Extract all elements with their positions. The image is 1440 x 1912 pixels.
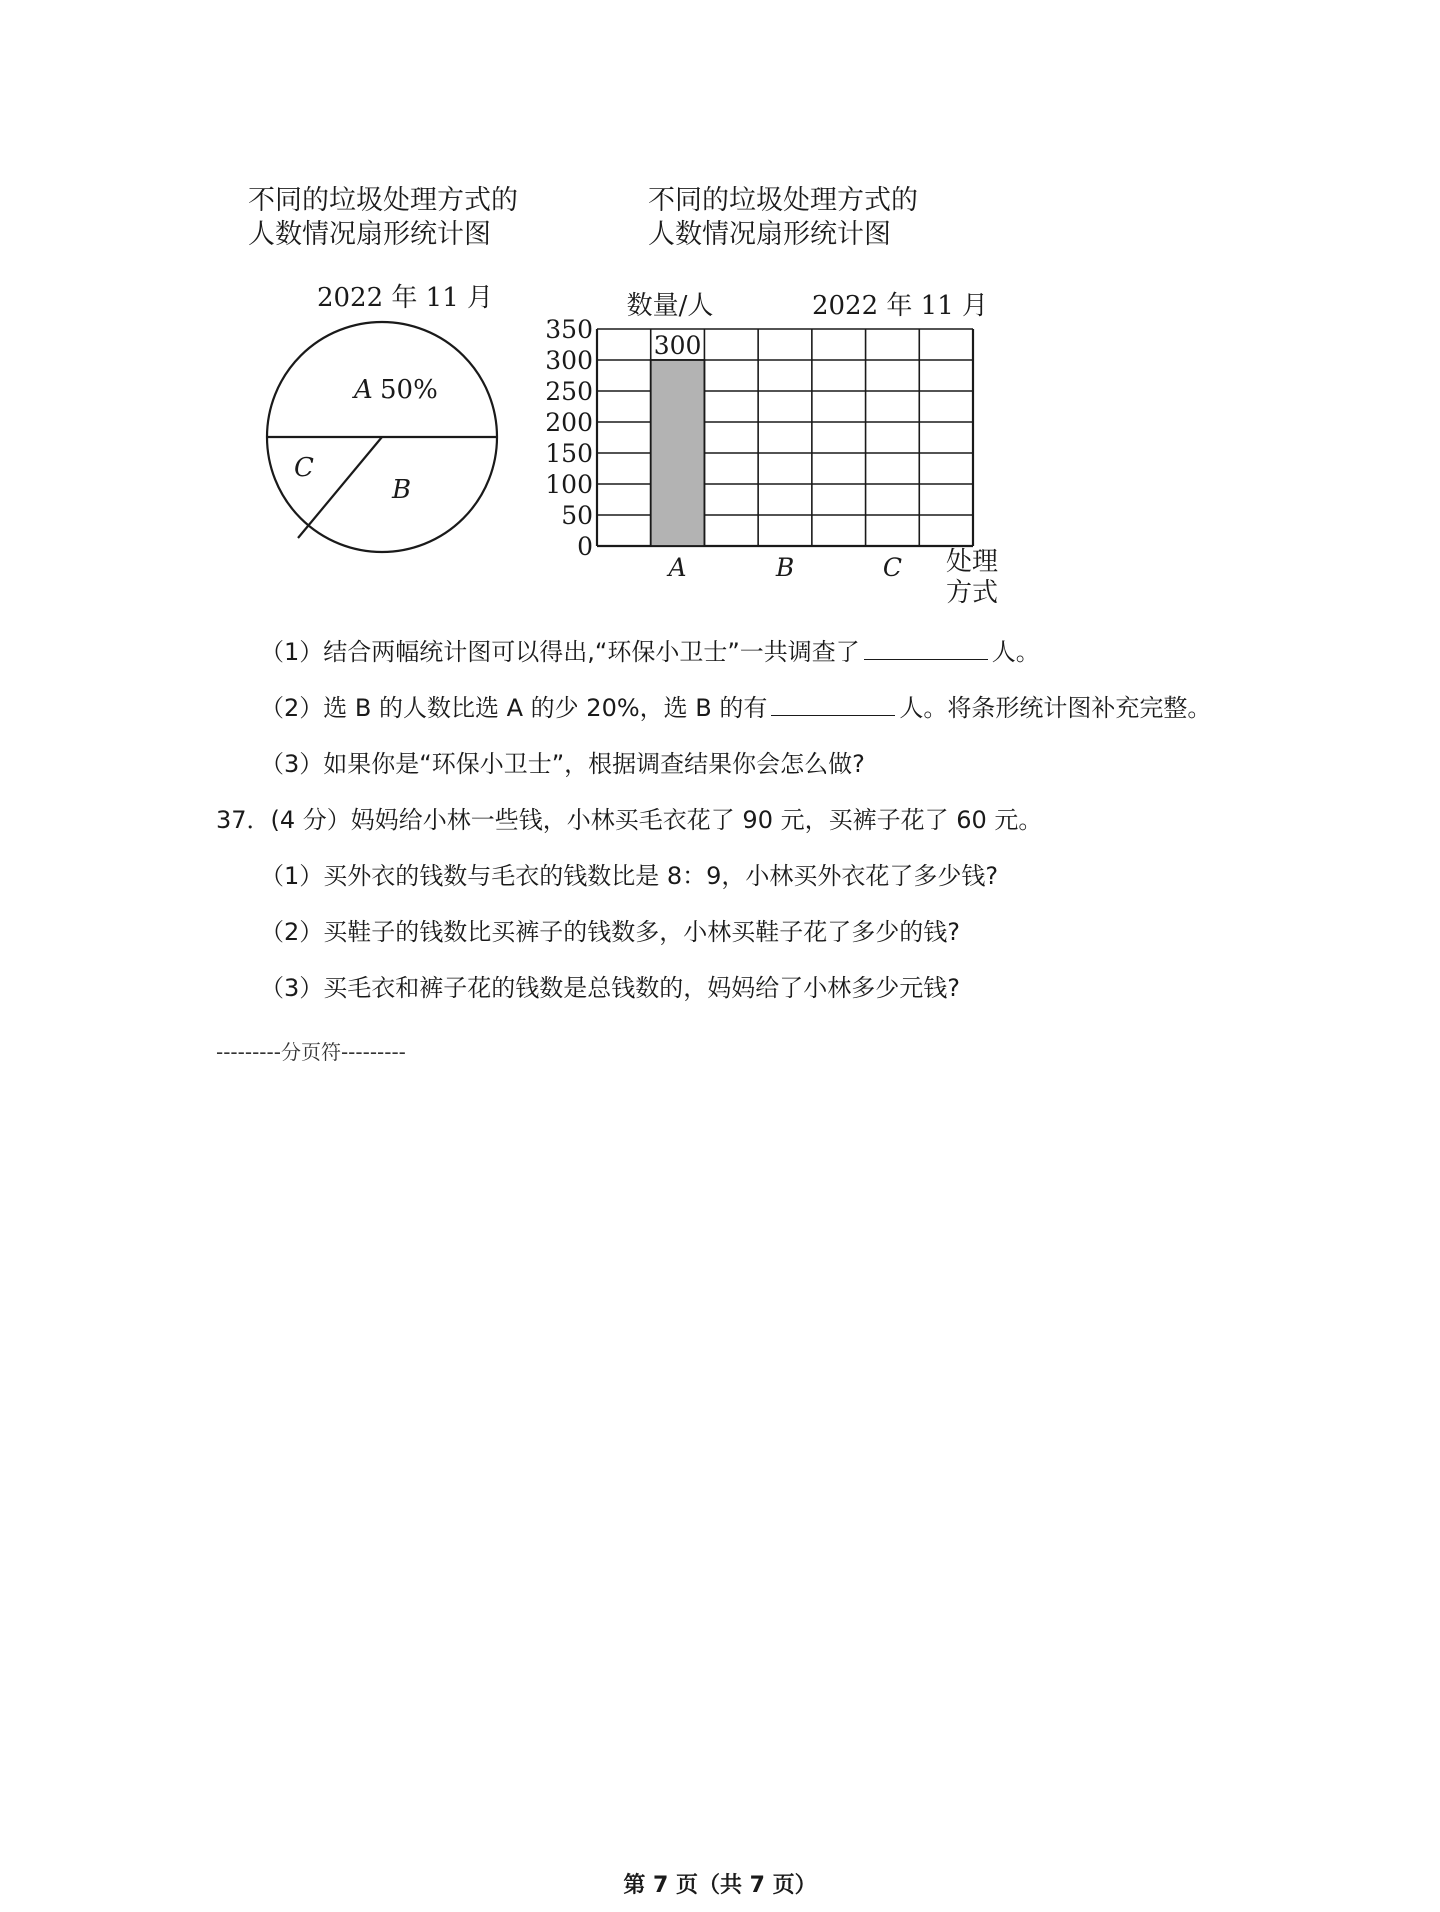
bar-chart-title-line2: 人数情况扇形统计图 xyxy=(648,219,891,250)
bar-chart-yticks xyxy=(545,315,593,561)
y-tick-label: 350 xyxy=(545,315,593,344)
q36-part2-unit: 人。将条形统计图补充完整。 xyxy=(899,694,1212,722)
q36-part2-text: （2）选 B 的人数比选 A 的少 20%，选 B 的有 xyxy=(260,694,768,722)
bar-value-label-a: 300 xyxy=(653,331,702,360)
page-footer: 第 7 页（共 7 页） xyxy=(623,1873,817,1898)
pie-label-a: A xyxy=(354,375,373,405)
bar-chart-ylabel: 数量/人 xyxy=(626,291,714,321)
pie-chart xyxy=(250,270,510,570)
bar-a xyxy=(651,360,705,546)
bar-chart-xlabel-line1: 处理 xyxy=(945,547,999,577)
y-tick-label: 0 xyxy=(577,532,593,561)
q36-part3: （3）如果你是“环保小卫士”，根据调查结果你会怎么做? xyxy=(260,750,865,778)
y-tick-label: 250 xyxy=(545,377,593,406)
q36-part1-blank[interactable] xyxy=(864,637,988,660)
pie-label-a-percent: 50% xyxy=(380,375,438,405)
y-tick-label: 150 xyxy=(545,439,593,468)
y-tick-label: 100 xyxy=(545,470,593,499)
bar-chart-date: 2022 年 11 月 xyxy=(811,291,989,321)
q36-part2 xyxy=(260,688,1211,723)
bar-chart xyxy=(540,280,1020,620)
y-tick-label: 50 xyxy=(561,501,593,530)
pie-label-c: C xyxy=(294,453,314,483)
q37-part3: （3）买毛衣和裤子花的钱数是总钱数的，妈妈给了小林多少元钱? xyxy=(260,974,961,1002)
q36-part2-blank[interactable] xyxy=(771,693,895,716)
q36-part1-unit: 人。 xyxy=(991,638,1040,666)
page-break-marker: ---------分页符--------- xyxy=(216,1040,406,1064)
pie-chart-date: 2022 年 11 月 xyxy=(316,283,494,313)
bar-chart-title-line1: 不同的垃圾处理方式的 xyxy=(648,185,918,216)
q37-part1: （1）买外衣的钱数与毛衣的钱数比是 8：9，小林买外衣花了多少钱? xyxy=(260,862,999,890)
y-tick-label: 300 xyxy=(545,346,593,375)
q36-part1 xyxy=(260,632,1040,667)
q37-stem: 37．(4 分）妈妈给小林一些钱，小林买毛衣花了 90 元，买裤子花了 60 元。 xyxy=(216,806,1043,834)
pie-chart-title-line2: 人数情况扇形统计图 xyxy=(248,219,491,250)
bar-chart-bars xyxy=(651,360,705,546)
x-tick-label-c: C xyxy=(882,553,902,582)
bar-chart-xlabel-line2: 方式 xyxy=(945,578,999,608)
pie-chart-title-line1: 不同的垃圾处理方式的 xyxy=(248,185,518,216)
q37-part2: （2）买鞋子的钱数比买裤子的钱数多，小林买鞋子花了多少的钱? xyxy=(260,918,961,946)
bar-chart-xticks xyxy=(667,553,902,582)
x-tick-label-b: B xyxy=(775,553,795,582)
x-tick-label-a: A xyxy=(668,553,687,582)
q36-part1-text: （1）结合两幅统计图可以得出,“环保小卫士”一共调查了 xyxy=(260,638,860,666)
y-tick-label: 200 xyxy=(545,408,593,437)
pie-label-b: B xyxy=(392,475,412,505)
